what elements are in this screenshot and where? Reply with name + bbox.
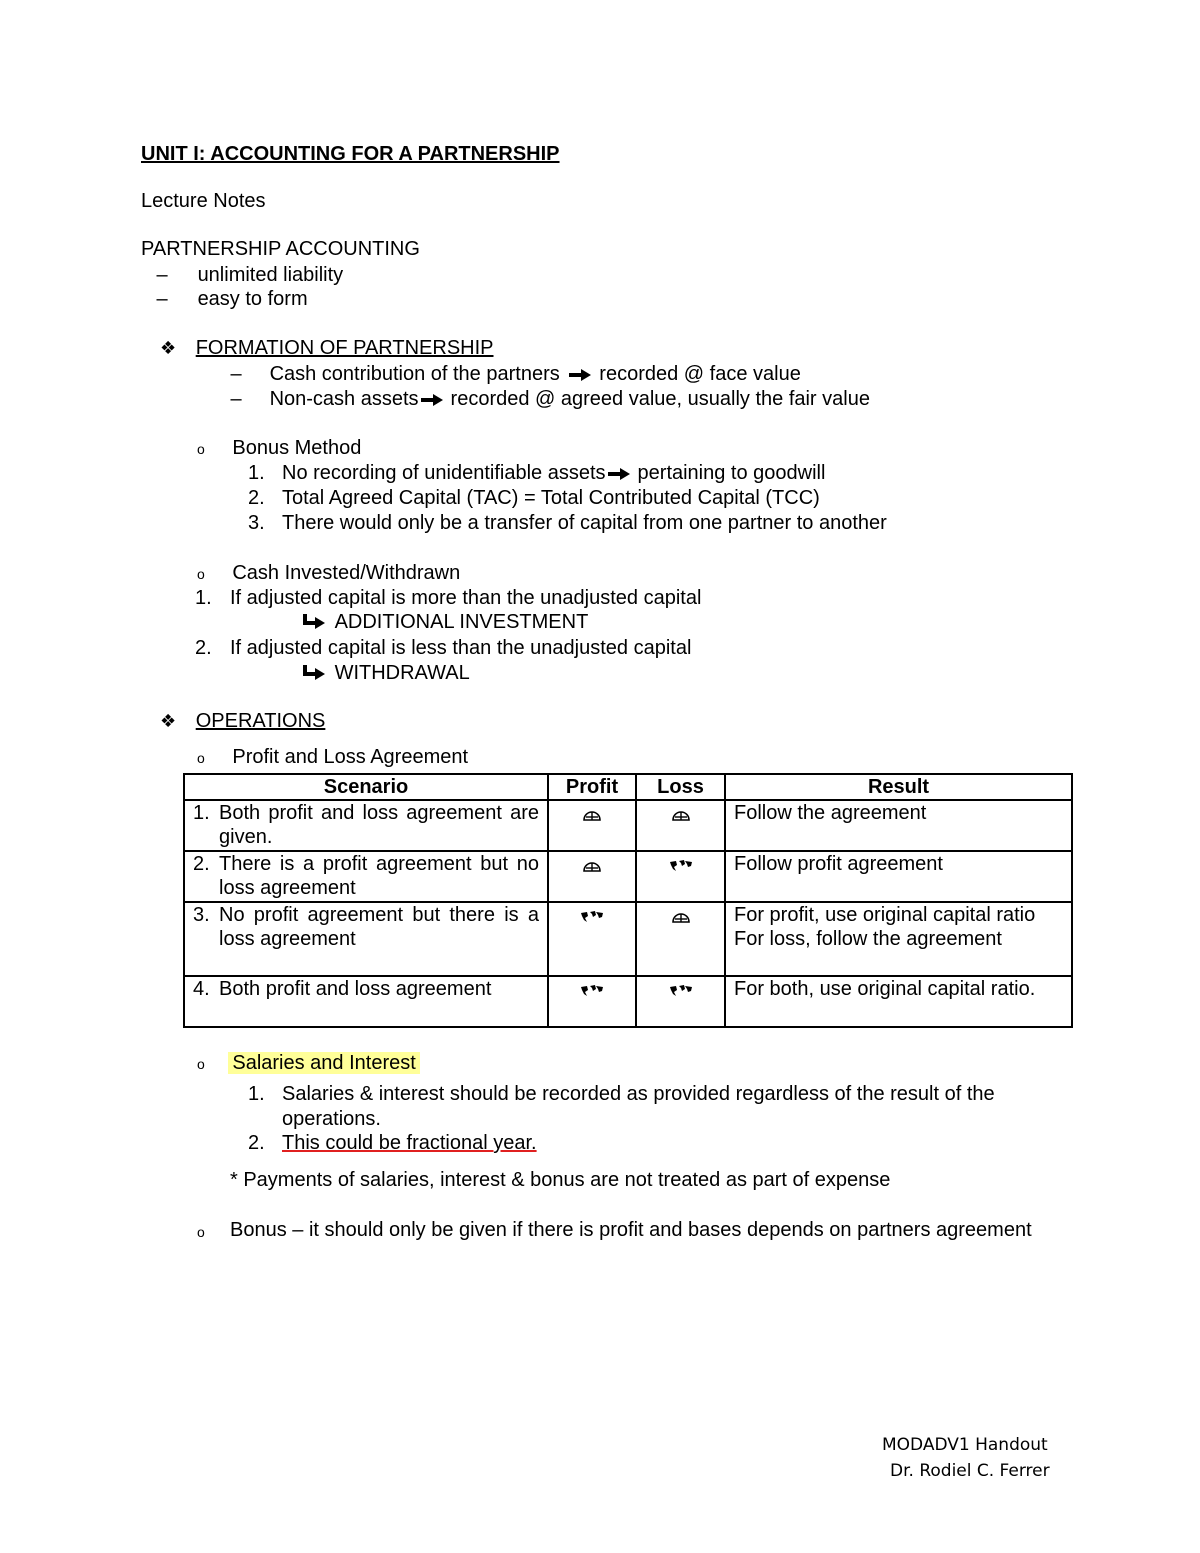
profit-none-icon [548,976,636,1027]
bonus-text: Bonus – it should only be given if there is profit and bases depends on partners agreement [230,1219,1032,1241]
loss-none-icon [636,851,725,902]
hook-arrow-icon [301,665,327,683]
result-cell: For profit, use original capital ratio For loss, follow the agreement [725,902,1072,976]
scenario-cell: 1. Both profit and loss agreement are given. [184,800,548,851]
page-title: UNIT I: ACCOUNTING FOR A PARTNERSHIP [141,143,560,165]
footer-author: Dr. Rodiel C. Ferrer [890,1461,1050,1481]
operations-heading: OPERATIONS [195,710,326,732]
result-cell: Follow the agreement [725,800,1072,851]
cash-invested-heading-row [197,561,460,587]
circle-bullet-icon: o [197,566,205,582]
formation-heading-row [160,336,494,361]
operations-heading-row [160,709,325,734]
bonus-bullet-icon [197,1219,205,1245]
loss-none-icon [636,976,725,1027]
loss-given-icon [636,902,725,976]
circle-bullet-icon: o [197,1224,205,1240]
list-item: 1. No recording of unidentifiable assets pertaining to goodwill [248,462,826,484]
result-item: ADDITIONAL INVESTMENT [301,610,588,635]
circle-bullet-icon: o [197,1056,205,1072]
subtitle: Lecture Notes [141,190,266,212]
list-item: 2. This could be fractional year. [248,1132,537,1154]
header-result: Result [725,774,1072,800]
circle-bullet-icon: o [197,441,205,457]
list-item: 1. Salaries & interest should be recorded as provided regardless of the result of the operations. [248,1083,995,1130]
profit-none-icon [548,902,636,976]
cash-invested-heading: Cash Invested/Withdrawn [232,562,461,584]
table-row [184,800,1072,851]
pl-heading-row [197,745,468,771]
arrow-right-icon [421,394,443,406]
salaries-note: * Payments of salaries, interest & bonus are not treated as part of expense [230,1169,891,1191]
diamond-bullet-icon: ❖ [160,711,177,731]
section-heading: PARTNERSHIP ACCOUNTING [141,238,420,260]
arrow-right-icon [608,468,630,480]
circle-bullet-icon: o [197,750,205,766]
header-scenario: Scenario [184,774,548,800]
profit-given-icon [548,851,636,902]
loss-given-icon [636,800,725,851]
list-item: 2. If adjusted capital is less than the unadjusted capital [195,637,692,659]
pl-heading: Profit and Loss Agreement [232,746,469,768]
diamond-bullet-icon: ❖ [160,338,177,358]
header-loss: Loss [636,774,725,800]
dash-icon: – [156,264,168,286]
dash-icon: – [156,288,168,310]
formation-item: – Non-cash assets recorded @ agreed value, usually the fair value [226,387,870,412]
formation-heading: FORMATION OF PARTNERSHIP [195,337,494,359]
scenario-cell: 4. Both profit and loss agreement [184,976,548,1027]
table-row [184,902,1072,976]
list-item: 2. Total Agreed Capital (TAC) = Total Contributed Capital (TCC) [248,487,820,509]
salaries-heading-row [197,1051,420,1077]
table-header-row [184,774,1072,800]
scenario-cell: 2. There is a profit agreement but no loss agreement [184,851,548,902]
list-item: 3. There would only be a transfer of capital from one partner to another [248,512,887,534]
profit-given-icon [548,800,636,851]
profit-loss-table [183,773,1073,1028]
formation-item: – Cash contribution of the partners recorded @ face value [226,362,801,387]
bonus-method-heading-row [197,436,361,462]
table-row [184,851,1072,902]
arrow-right-icon [569,369,591,381]
dash-icon: – [230,363,242,385]
dash-icon: – [230,388,242,410]
bonus-method-heading: Bonus Method [232,437,362,459]
salaries-heading: Salaries and Interest [228,1052,419,1074]
feature-item: – easy to form [152,287,308,312]
result-cell: For both, use original capital ratio. [725,976,1072,1027]
list-item: 1. If adjusted capital is more than the unadjusted capital [195,587,702,609]
result-item: WITHDRAWAL [301,661,470,686]
hook-arrow-icon [301,614,327,632]
scenario-cell: 3. No profit agreement but there is a loss agreement [184,902,548,976]
result-cell: Follow profit agreement [725,851,1072,902]
table-row [184,976,1072,1027]
feature-item: – unlimited liability [152,263,343,288]
footer-handout: MODADV1 Handout [882,1435,1048,1455]
header-profit: Profit [548,774,636,800]
